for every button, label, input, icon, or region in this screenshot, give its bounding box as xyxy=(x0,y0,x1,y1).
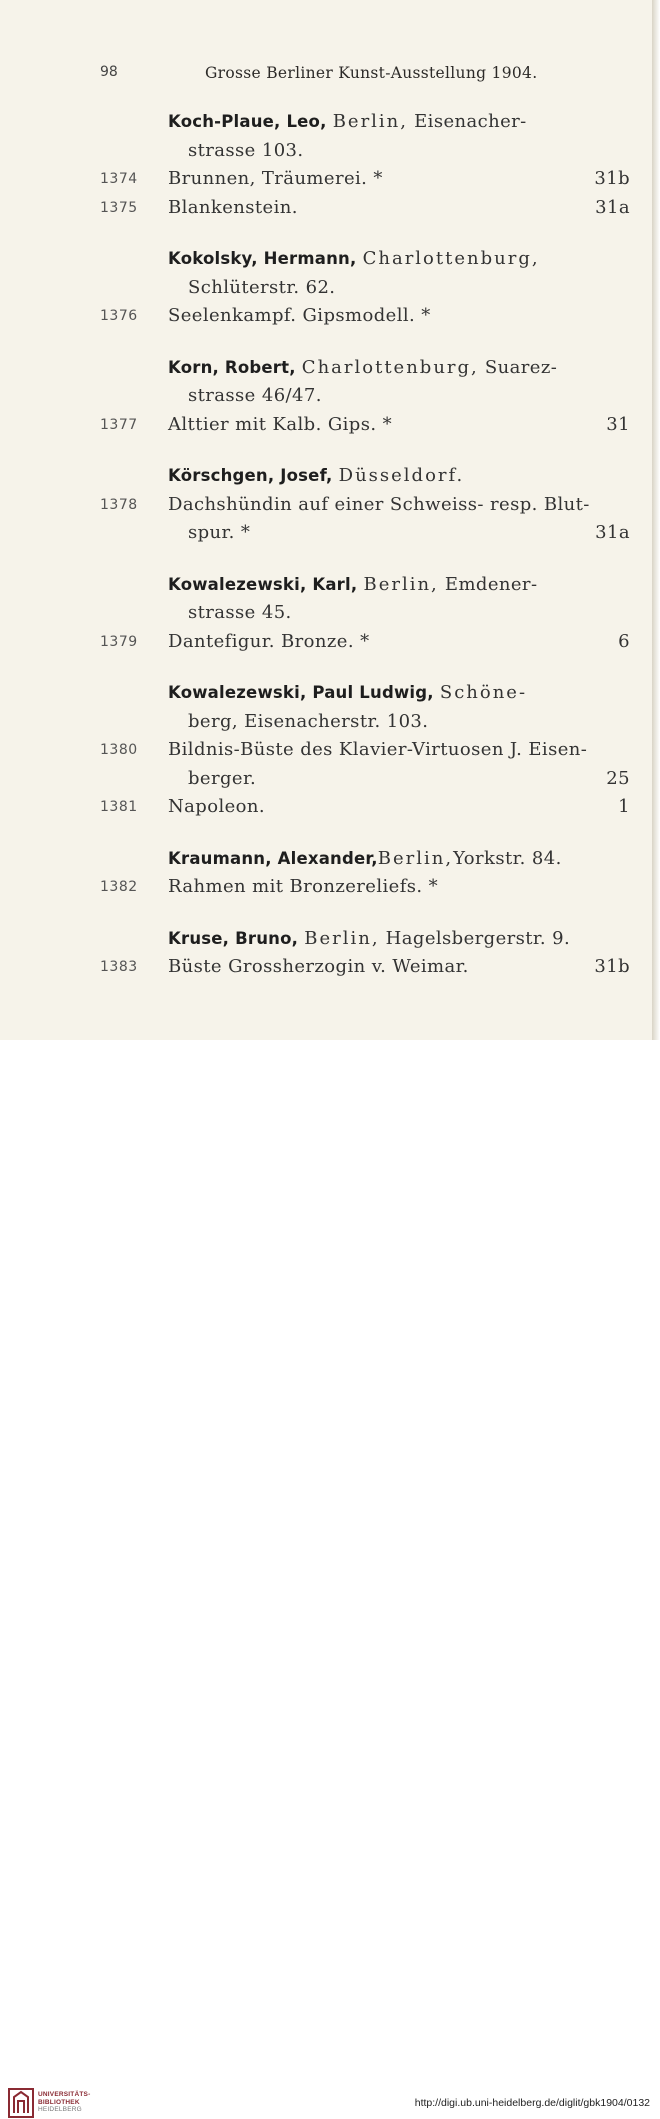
catalogue-number: 1374 xyxy=(100,171,138,187)
artist-name: Korn, Robert, xyxy=(168,357,296,377)
scanned-page xyxy=(0,0,652,1040)
artist-heading xyxy=(0,354,652,383)
work-entry xyxy=(0,411,652,440)
university-library-logo-icon xyxy=(8,2087,34,2119)
artist-name: Kokolsky, Hermann, xyxy=(168,249,357,268)
artist-address-line xyxy=(0,708,652,737)
artist-address-cont: strasse 45. xyxy=(188,602,292,623)
work-title: Alttier mit Kalb. Gips. * xyxy=(168,413,392,435)
room-number: 31b xyxy=(594,956,630,977)
work-title: Napoleon. xyxy=(168,796,266,817)
artist-heading xyxy=(0,245,652,274)
work-entry xyxy=(0,302,652,331)
artist-address: Eisenacher- xyxy=(414,111,527,132)
artist-name: Kowalezewski, Paul Ludwig, xyxy=(168,683,434,702)
room-number: 31a xyxy=(595,196,630,218)
artist-place: Charlottenburg, xyxy=(301,356,479,378)
artist-name: Kraumann, Alexander, xyxy=(168,848,378,868)
work-title: Dantefigur. Bronze. * xyxy=(168,630,370,652)
catalogue-number: 1383 xyxy=(100,959,138,975)
work-entry-cont xyxy=(0,765,652,794)
work-title-cont: berger. xyxy=(188,767,257,789)
artist-name: Körschgen, Josef, xyxy=(168,466,333,485)
artist-address-line xyxy=(0,137,652,166)
work-title: Büste Grossherzogin v. Weimar. xyxy=(168,956,469,977)
artist-heading xyxy=(0,571,652,600)
catalogue-number: 1382 xyxy=(100,879,138,895)
artist-address-cont: Schlüterstr. 62. xyxy=(188,276,336,298)
work-entry xyxy=(0,736,652,765)
artist-place: Berlin, xyxy=(304,927,380,949)
room-number: 31b xyxy=(594,168,630,189)
work-title: Blankenstein. xyxy=(168,196,298,218)
page-number: 98 xyxy=(100,64,118,80)
artist-address-line xyxy=(0,599,652,628)
artist-place: Berlin, xyxy=(332,111,408,132)
artist-place: Berlin, xyxy=(377,847,454,869)
page-header xyxy=(0,64,652,88)
work-title: Brunnen, Träumerei. * xyxy=(168,168,383,189)
artist-place: Schöne- xyxy=(439,682,528,703)
artist-name: Kowalezewski, Karl, xyxy=(168,574,358,594)
room-number: 6 xyxy=(618,630,630,652)
work-title: Seelenkampf. Gipsmodell. * xyxy=(168,305,431,326)
artist-heading xyxy=(0,925,652,954)
work-entry xyxy=(0,953,652,982)
artist-heading xyxy=(0,108,652,137)
catalogue-number: 1375 xyxy=(100,199,138,216)
page-edge xyxy=(652,0,660,1040)
artist-address: Yorkstr. 84. xyxy=(453,847,562,869)
artist-heading xyxy=(0,679,652,708)
artist-address-cont: strasse 46/47. xyxy=(188,385,322,406)
institution-name: UNIVERSITÄTS- BIBLIOTHEK HEIDELBERG xyxy=(38,2091,91,2113)
catalogue-number: 1381 xyxy=(100,799,138,815)
work-entry xyxy=(0,793,652,822)
catalogue-entries xyxy=(0,108,652,982)
artist-heading xyxy=(0,845,652,874)
work-title: Bildnis-Büste des Klavier-Virtuosen J. Eisen- xyxy=(168,739,588,760)
work-entry xyxy=(0,165,652,194)
work-entry xyxy=(0,628,652,657)
artist-address: Suarez- xyxy=(484,356,558,378)
work-title: Rahmen mit Bronzereliefs. * xyxy=(168,876,439,897)
work-title: Dachshündin auf einer Schweiss- resp. Blut- xyxy=(168,493,590,515)
artist-name: Koch-Plaue, Leo, xyxy=(168,112,327,131)
catalogue-number: 1376 xyxy=(100,308,138,324)
room-number: 25 xyxy=(606,767,630,789)
artist-place: Berlin, xyxy=(363,573,439,595)
catalogue-number: 1380 xyxy=(100,742,138,758)
work-entry-cont xyxy=(0,519,652,548)
room-number: 31 xyxy=(606,413,630,435)
artist-address-cont: berg, Eisenacherstr. 103. xyxy=(188,710,429,732)
artist-heading xyxy=(0,462,652,491)
artist-place: Charlottenburg, xyxy=(362,248,540,269)
room-number: 31a xyxy=(595,522,630,543)
work-entry xyxy=(0,491,652,520)
artist-address: Emdener- xyxy=(444,573,538,595)
artist-address: Hagelsbergerstr. 9. xyxy=(385,927,571,949)
artist-name: Kruse, Bruno, xyxy=(168,928,299,948)
source-url-link[interactable]: http://digi.ub.uni-heidelberg.de/diglit/gbk1904/0132 xyxy=(414,2097,650,2109)
artist-address-cont: strasse 103. xyxy=(188,139,304,161)
catalogue-number: 1379 xyxy=(100,633,138,650)
catalogue-number: 1377 xyxy=(100,416,138,433)
artist-place: Düsseldorf. xyxy=(338,465,465,486)
viewer-footer xyxy=(0,1040,660,2113)
work-entry xyxy=(0,873,652,902)
artist-address-line xyxy=(0,382,652,411)
running-title: Grosse Berliner Kunst-Ausstellung 1904. xyxy=(205,64,538,82)
work-title-cont: spur. * xyxy=(188,522,251,543)
room-number: 1 xyxy=(618,796,630,817)
catalogue-number: 1378 xyxy=(100,496,138,513)
artist-address-line xyxy=(0,274,652,303)
work-entry xyxy=(0,194,652,223)
